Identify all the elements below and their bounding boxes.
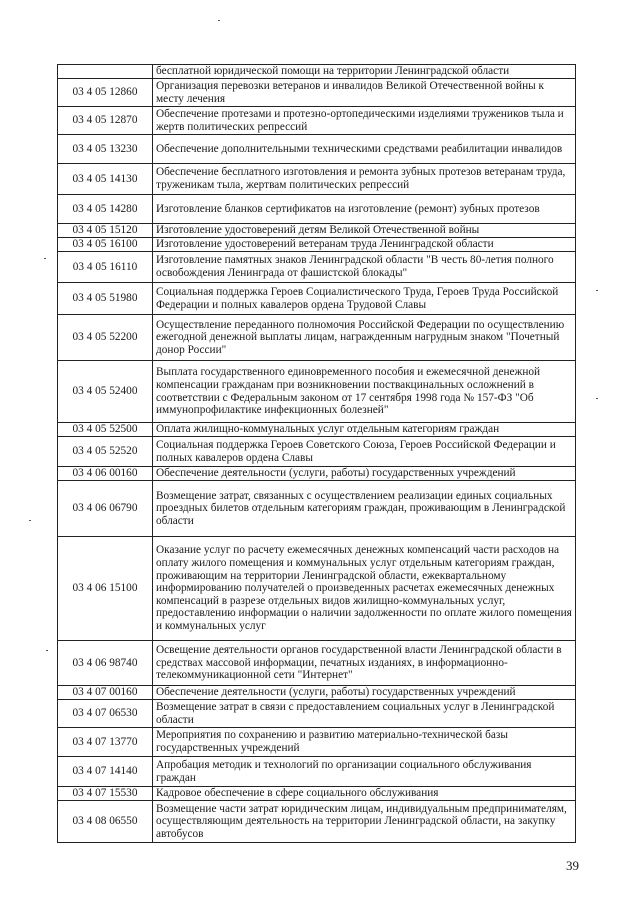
code-cell: 03 4 05 52200: [58, 315, 153, 361]
code-cell: 03 4 05 14130: [58, 164, 153, 195]
table-row: [58, 135, 576, 164]
code-cell: 03 4 06 98740: [58, 641, 153, 686]
code-cell: 03 4 05 16100: [58, 238, 153, 252]
description-cell: Социальная поддержка Героев Социалистического Труда, Героев Труда Российской Федерации и полных кавалеров ордена Трудовой Славы: [153, 283, 576, 315]
description-cell: Организация перевозки ветеранов и инвалидов Великой Отечественной войны к месту лечения: [153, 79, 576, 107]
description-cell: Оплата жилищно-коммунальных услуг отдельным категориям граждан: [153, 423, 576, 437]
table-row: [58, 787, 576, 801]
code-cell: 03 4 05 14280: [58, 195, 153, 224]
table-row: [58, 164, 576, 195]
table-row: [58, 107, 576, 135]
description-cell: Обеспечение деятельности (услуги, работы) государственных учреждений: [153, 686, 576, 700]
code-cell: 03 4 06 06790: [58, 481, 153, 537]
description-cell: Осуществление переданного полномочия Российской Федерации по осуществлению ежегодной денежной выплаты лицам, награжденным нагрудным знаком "Почетный донор России": [153, 315, 576, 361]
table-row: [58, 481, 576, 537]
description-cell: Кадровое обеспечение в сфере социального обслуживания: [153, 787, 576, 801]
description-cell: Обеспечение протезами и протезно-ортопедическими изделиями тружеников тыла и жертв политических репрессий: [153, 107, 576, 135]
scan-speck: [218, 20, 220, 21]
code-cell: 03 4 05 12860: [58, 79, 153, 107]
table-row: [58, 361, 576, 423]
code-cell: 03 4 07 15530: [58, 787, 153, 801]
table-row: [58, 315, 576, 361]
table-row: [58, 423, 576, 437]
table-row: [58, 537, 576, 641]
description-cell: Социальная поддержка Героев Советского Союза, Героев Российской Федерации и полных кавалеров ордена Славы: [153, 437, 576, 467]
table-row: [58, 641, 576, 686]
table-row: [58, 686, 576, 700]
description-cell: Мероприятия по сохранению и развитию материально-технической базы государственных учреждений: [153, 728, 576, 757]
table-row: [58, 79, 576, 107]
code-cell: 03 4 05 51980: [58, 283, 153, 315]
description-cell: Изготовление памятных знаков Ленинградской области "В честь 80-летия полного освобождения Ленинграда от фашистской блокады": [153, 252, 576, 283]
description-cell: Возмещение части затрат юридическим лицам, индивидуальным предпринимателям, осуществляющим деятельность на территории Ленинградской области, на закупку автобусов: [153, 801, 576, 843]
table-row: [58, 65, 576, 79]
code-cell: 03 4 05 15120: [58, 224, 153, 238]
code-cell: 03 4 05 52520: [58, 437, 153, 467]
table-row: [58, 224, 576, 238]
scan-speck: [46, 650, 48, 651]
code-cell: 03 4 07 06530: [58, 700, 153, 728]
table-row: [58, 283, 576, 315]
code-cell: 03 4 07 14140: [58, 757, 153, 787]
description-cell: Изготовление бланков сертификатов на изготовление (ремонт) зубных протезов: [153, 195, 576, 224]
description-cell: Выплата государственного единовременного пособия и ежемесячной денежной компенсации гражданам при возникновении поствакцинальных осложнений в соответствии с Федеральным законом от 17 сентября 1998 года № 157-ФЗ "Об иммунопрофилактике инфекционных болезней": [153, 361, 576, 423]
code-cell: 03 4 07 00160: [58, 686, 153, 700]
description-cell: Обеспечение дополнительными техническими средствами реабилитации инвалидов: [153, 135, 576, 164]
table-row: [58, 437, 576, 467]
code-cell: 03 4 08 06550: [58, 801, 153, 843]
description-cell: Освещение деятельности органов государственной власти Ленинградской области в средствах массовой информации, печатных изданиях, в информационно-телекоммуникационной сети "Интернет": [153, 641, 576, 686]
description-cell: Изготовление удостоверений детям Великой Отечественной войны: [153, 224, 576, 238]
table-row: [58, 700, 576, 728]
code-cell: 03 4 05 13230: [58, 135, 153, 164]
scan-speck: [44, 258, 46, 259]
table-row: [58, 728, 576, 757]
description-cell: Оказание услуг по расчету ежемесячных денежных компенсаций части расходов на оплату жилого помещения и коммунальных услуг отдельным категориям граждан, проживающим на территории Ленинградской области, ежеквартальному информированию получателей о произведенных расчетах ежемесячных денежных компенсаций в разрезе отдельных видов жилищно-коммунальных услуг, предоставлению информации о наличии задолженности по оплате жилого помещения и коммунальных услуг: [153, 537, 576, 641]
scan-speck: [596, 290, 598, 291]
code-cell: 03 4 06 00160: [58, 467, 153, 481]
table-row: [58, 238, 576, 252]
scan-speck: [29, 520, 31, 521]
description-cell: Возмещение затрат в связи с предоставлением социальных услуг в Ленинградской области: [153, 700, 576, 728]
budget-codes-table: [57, 64, 576, 843]
table-body: [58, 65, 576, 843]
code-cell: 03 4 05 52400: [58, 361, 153, 423]
description-cell: Возмещение затрат, связанных с осуществлением реализации единых социальных проездных билетов отдельным категориям граждан, проживающим в Ленинградской области: [153, 481, 576, 537]
code-cell: 03 4 05 16110: [58, 252, 153, 283]
description-cell: Обеспечение бесплатного изготовления и ремонта зубных протезов ветеранам труда, труженикам тыла, жертвам политических репрессий: [153, 164, 576, 195]
description-cell: бесплатной юридической помощи на территории Ленинградской области: [153, 65, 576, 79]
table-row: [58, 195, 576, 224]
code-cell: [58, 65, 153, 79]
code-cell: 03 4 05 52500: [58, 423, 153, 437]
table-row: [58, 801, 576, 843]
description-cell: Апробация методик и технологий по организации социального обслуживания граждан: [153, 757, 576, 787]
scan-speck: [596, 398, 598, 399]
page-number: 39: [566, 858, 579, 873]
code-cell: 03 4 05 12870: [58, 107, 153, 135]
description-cell: Обеспечение деятельности (услуги, работы) государственных учреждений: [153, 467, 576, 481]
table-row: [58, 252, 576, 283]
table-row: [58, 757, 576, 787]
code-cell: 03 4 06 15100: [58, 537, 153, 641]
table-row: [58, 467, 576, 481]
code-cell: 03 4 07 13770: [58, 728, 153, 757]
description-cell: Изготовление удостоверений ветеранам труда Ленинградской области: [153, 238, 576, 252]
